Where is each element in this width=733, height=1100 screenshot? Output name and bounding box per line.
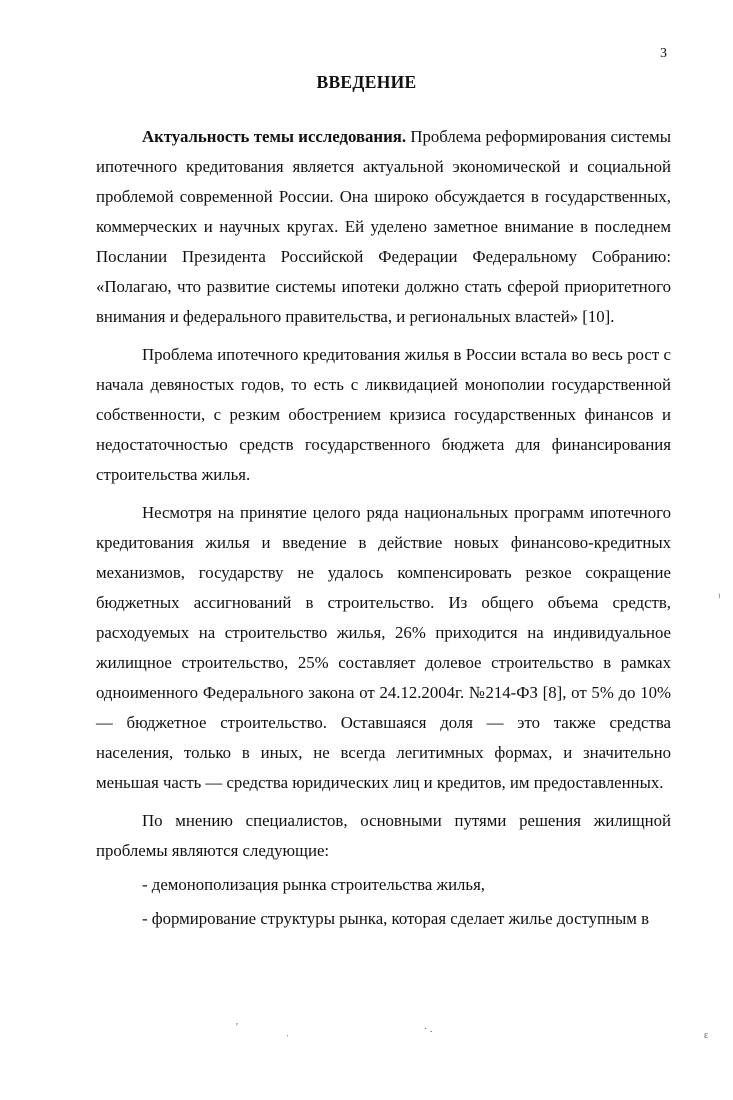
paragraph-mortgage-problem — [96, 340, 671, 490]
page-title: ВВЕДЕНИЕ — [316, 72, 417, 92]
scan-artifact: · . — [424, 1024, 433, 1035]
list-item: - формирование структуры рынка, которая сделает жилье доступным в — [142, 909, 650, 928]
paragraph-programs — [96, 498, 671, 798]
scan-artifact: ⁾ — [718, 593, 721, 604]
page-number: 3 — [660, 46, 667, 61]
paragraph-text: Несмотря на принятие целого ряда национальных программ ипотечного кредитования жилья и введение в действие новых финансово-кредитных механизмов, государству не удалось компенсировать резкое сокращение бюджетных ассигнований в строительство. Из общего объема средств, расходуемых на строительство жилья, 26% приходится на индивидуальное жилищное строительство, 25% составляет долевое строительство в рамках одноименного Федерального закона от 24.12.2004г. №214-ФЗ [8], от 5% до 10% — бюджетное строительство. Оставшаяся доля — это также средства населения, только в иных, не всегда легитимных формах, и значительно меньшая часть — средства юридических лиц и кредитов, им предоставленных. — [96, 503, 671, 792]
paragraph-relevance — [96, 122, 671, 332]
paragraph-text: Проблема реформирования системы ипотечного кредитования является актуальной экономической и социальной проблемой современной России. Она широко обсуждается в государственных, коммерческих и научных кругах. Ей уделено заметное внимание в последнем Послании Президента Российской Федерации Федеральному Собранию: «Полагаю, что развитие системы ипотеки должно стать сферой приоритетного внимания и федерального правительства, и региональных властей» [10]. — [96, 127, 671, 326]
scan-artifact: ɛ — [704, 1030, 709, 1041]
document-body — [96, 122, 671, 934]
scan-artifact: ˌ — [286, 1026, 290, 1037]
paragraph-solutions — [96, 806, 671, 866]
paragraph-text: По мнению специалистов, основными путями решения жилищной проблемы являются следующие: — [96, 811, 671, 860]
paragraph-text: Проблема ипотечного кредитования жилья в России встала во весь рост с начала девяностых годов, то есть с ликвидацией монополии государственной собственности, с резким обострением кризиса государственных финансов и недостаточностью средств государственного бюджета для финансирования строительства жилья. — [96, 345, 671, 484]
list-item: - демонополизация рынка строительства жилья, — [142, 875, 485, 894]
paragraph-lead: Актуальность темы исследования. — [142, 127, 407, 146]
scan-artifact: ʹ — [236, 1022, 239, 1033]
